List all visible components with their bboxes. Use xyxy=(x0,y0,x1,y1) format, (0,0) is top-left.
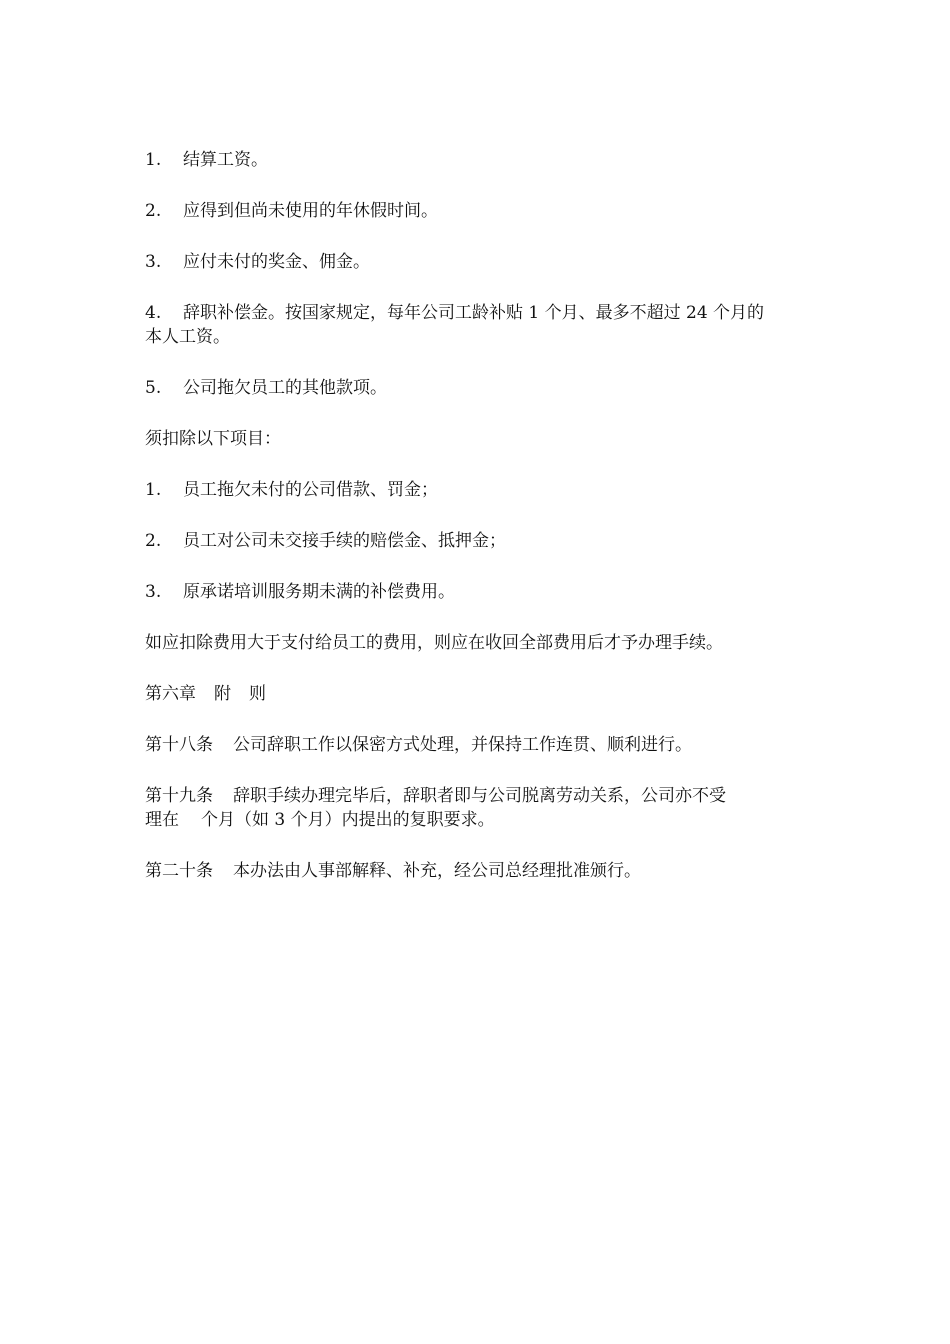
payable-item-3 xyxy=(145,250,815,274)
article-19-line-2 xyxy=(145,808,815,832)
item-number: 3. xyxy=(145,252,162,272)
article-text-line-1: 辞职手续办理完毕后，辞职者即与公司脱离劳动关系，公司亦不受 xyxy=(233,786,726,806)
item-text: 公司拖欠员工的其他款项。 xyxy=(183,378,387,398)
chapter-heading xyxy=(145,682,815,706)
article-label: 第十九条 xyxy=(145,786,213,806)
item-number: 2. xyxy=(145,531,162,551)
chapter-title-part-2: 则 xyxy=(249,684,266,704)
item-text: 员工拖欠未付的公司借款、罚金； xyxy=(183,480,438,500)
item-text: 应付未付的奖金、佣金。 xyxy=(183,252,370,272)
item-text: 员工对公司未交接手续的赔偿金、抵押金； xyxy=(183,531,506,551)
payable-item-4 xyxy=(145,301,815,349)
article-label: 第二十条 xyxy=(145,861,213,881)
article-text-line-2-part-1: 理在 xyxy=(145,810,179,830)
payable-item-5 xyxy=(145,376,815,400)
deduct-item-3 xyxy=(145,580,815,604)
article-18 xyxy=(145,733,815,757)
item-text-line-1: 辞职补偿金。按国家规定，每年公司工龄补贴 1 个月、最多不超过 24 个月的 xyxy=(183,303,765,323)
document-body xyxy=(145,148,815,910)
article-text: 本办法由人事部解释、补充，经公司总经理批准颁行。 xyxy=(233,861,641,881)
article-19 xyxy=(145,784,815,832)
item-number: 4. xyxy=(145,303,162,323)
chapter-number: 第六章 xyxy=(145,684,196,704)
item-number: 2. xyxy=(145,201,162,221)
item-text: 原承诺培训服务期未满的补偿费用。 xyxy=(183,582,455,602)
article-19-line-1 xyxy=(145,784,815,808)
item-number: 1. xyxy=(145,480,162,500)
payable-item-2 xyxy=(145,199,815,223)
article-text-line-2-part-2: 个月（如 3 个月）内提出的复职要求。 xyxy=(201,810,495,830)
deduct-heading: 须扣除以下项目： xyxy=(145,429,281,449)
payable-item-1 xyxy=(145,148,815,172)
article-20 xyxy=(145,859,815,883)
item-number: 1. xyxy=(145,150,162,170)
deduct-item-1 xyxy=(145,478,815,502)
item-number: 3. xyxy=(145,582,162,602)
item-text: 应得到但尚未使用的年休假时间。 xyxy=(183,201,438,221)
chapter-title-part-1: 附 xyxy=(214,684,231,704)
item-number: 5. xyxy=(145,378,162,398)
item-text-line-2: 本人工资。 xyxy=(145,327,230,347)
item-text: 结算工资。 xyxy=(183,150,268,170)
article-label: 第十八条 xyxy=(145,735,213,755)
article-text: 公司辞职工作以保密方式处理，并保持工作连贯、顺利进行。 xyxy=(233,735,692,755)
deduct-note: 如应扣除费用大于支付给员工的费用，则应在收回全部费用后才予办理手续。 xyxy=(145,633,723,653)
payable-item-4-line-1 xyxy=(145,301,815,325)
deduct-item-2 xyxy=(145,529,815,553)
